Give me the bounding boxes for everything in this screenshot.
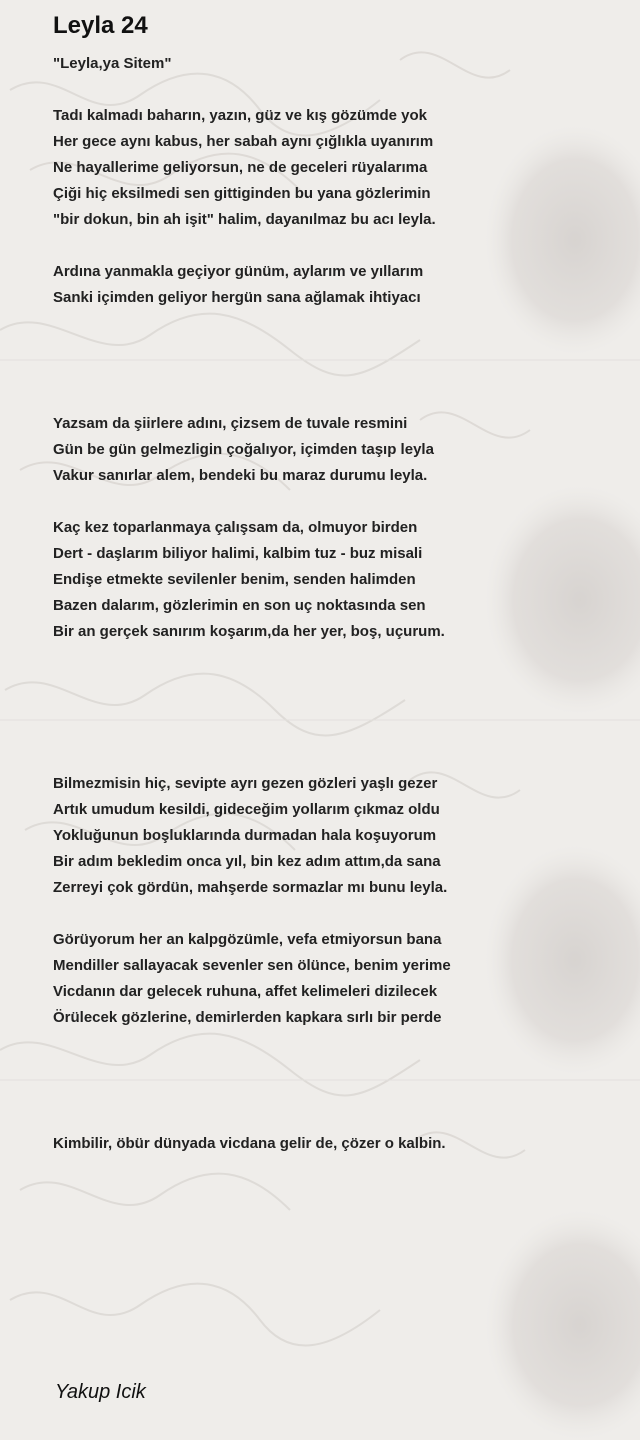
poem-subtitle: "Leyla,ya Sitem" (53, 55, 172, 72)
poem-line: Tadı kalmadı baharın, yazın, güz ve kış gözümde yok (53, 107, 427, 124)
stanza-1 (53, 103, 436, 233)
stanza-2 (53, 259, 423, 311)
author-name: Yakup Icik (55, 1381, 146, 1403)
poem-line: Ne hayallerime geliyorsun, ne de geceleri rüyalarıma (53, 159, 428, 176)
poem-line: Yokluğunun boşluklarında durmadan hala koşuyorum (53, 827, 437, 844)
poem-line: Örülecek gözlerine, demirlerden kapkara sırlı bir perde (53, 1009, 442, 1026)
stanza-3 (53, 411, 434, 489)
poem-line: "bir dokun, bin ah işit" halim, dayanılmaz bu acı leyla. (53, 211, 436, 228)
stanza-7 (53, 1131, 446, 1157)
poem-line: Yazsam da şiirlere adını, çizsem de tuvale resmini (53, 415, 408, 432)
poem-line: Kaç kez toparlanmaya çalışsam da, olmuyor birden (53, 519, 418, 536)
poem-line: Her gece aynı kabus, her sabah aynı çığlıkla uyanırım (53, 133, 434, 150)
stanza-6 (53, 927, 451, 1031)
poem-line: Kimbilir, öbür dünyada vicdana gelir de, çözer o kalbin. (53, 1135, 446, 1152)
poem-line: Artık umudum kesildi, gideceğim yollarım çıkmaz oldu (53, 801, 440, 818)
poem-line: Endişe etmekte sevilenler benim, senden halimden (53, 571, 416, 588)
poem-line: Ardına yanmakla geçiyor günüm, aylarım ve yıllarım (53, 263, 424, 280)
poem-line: Vicdanın dar gelecek ruhuna, affet kelimeleri dizilecek (53, 983, 438, 1000)
ink-blots (485, 125, 640, 1440)
poem-line: Sanki içimden geliyor hergün sana ağlamak ihtiyacı (53, 289, 421, 306)
poem-line: Bir an gerçek sanırım koşarım,da her yer, boş, uçurum. (53, 623, 445, 640)
poem-title: Leyla 24 (53, 12, 148, 39)
poem-line: Vakur sanırlar alem, bendeki bu maraz durumu leyla. (53, 467, 428, 484)
poem-line: Mendiller sallayacak sevenler sen ölünce, benim yerime (53, 957, 451, 974)
poem-line: Zerreyi çok gördün, mahşerde sormazlar mı bunu leyla. (53, 879, 448, 896)
poem-line: Bilmezmisin hiç, sevipte ayrı gezen gözleri yaşlı gezer (53, 775, 438, 792)
poem-line: Çiği hiç eksilmedi sen gittiginden bu yana gözlerimin (53, 185, 431, 202)
poem-line: Bazen dalarım, gözlerimin en son uç noktasında sen (53, 597, 426, 614)
stanza-5 (53, 771, 447, 901)
stanza-4 (53, 515, 445, 645)
poem-line: Dert - daşlarım biliyor halimi, kalbim tuz - buz misali (53, 545, 423, 562)
poem-line: Gün be gün gelmezligin çoğalıyor, içimden taşıp leyla (53, 441, 434, 458)
poem-line: Görüyorum her an kalpgözümle, vefa etmiyorsun bana (53, 931, 442, 948)
poem-line: Bir adım bekledim onca yıl, bin kez adım attım,da sana (53, 853, 441, 870)
